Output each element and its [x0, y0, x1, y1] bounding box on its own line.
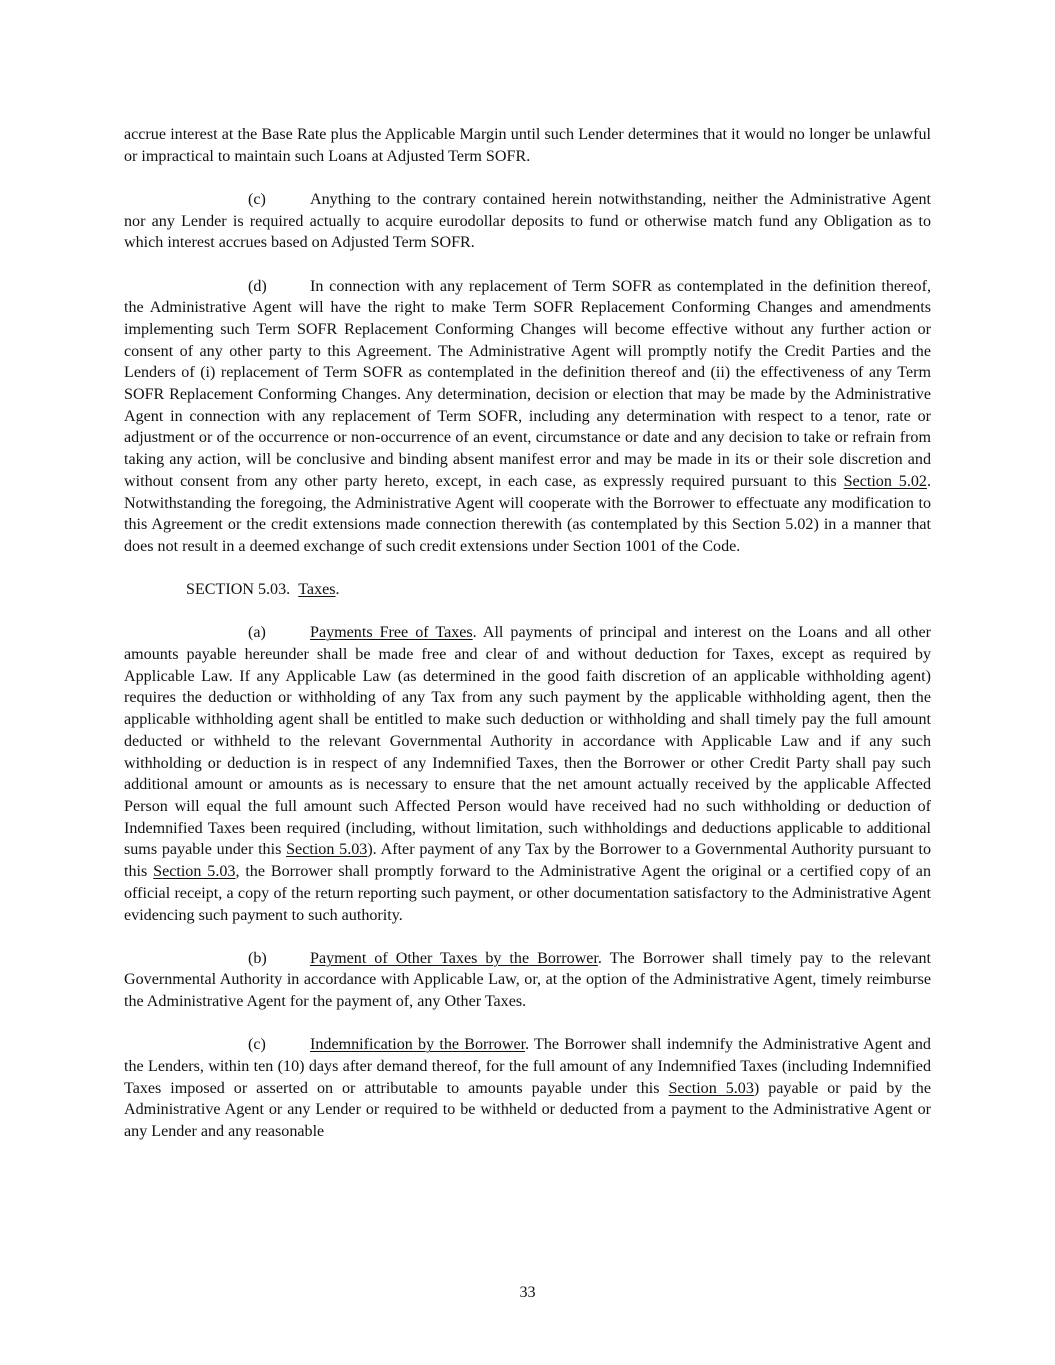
section-5-03-reference: Section 5.03 — [668, 1079, 754, 1097]
clause-label: (c) — [248, 190, 266, 208]
paragraph-intro — [124, 124, 931, 167]
paragraph-text: . Notwithstanding the foregoing, the Administrative Agent will cooperate with the Borrower to effectuate any modification to this Agreement or the credit extensions made connection therewith (as contemplated by this Section 5.02) in a manner that does not result in a deemed exchange of such credit extensions under Section 1001 of the Code. — [124, 472, 931, 555]
document-page — [124, 124, 931, 1164]
paragraph-text: . All payments of principal and interest on the Loans and all other amounts payable hereunder shall be made free and clear of and without deduction for Taxes, except as required by Applicable Law. If any Applicable Law (as determined in the good faith discretion of an applicable withholding agent) requires the deduction or withholding of any Tax from any such payment by the applicable withholding agent, then the applicable withholding agent shall be entitled to make such deduction or withholding and shall timely pay the full amount deducted or withheld to the relevant Governmental Authority in accordance with Applicable Law and if any such withholding or deduction is in respect of any Indemnified Taxes, then the Borrower or other Credit Party shall pay such additional amount or amounts as is necessary to ensure that the net amount actually received by the applicable Affected Person will equal the full amount such Affected Person would have received had no such withholding or deduction of Indemnified Taxes been required (including, without limitation, such withholdings and deductions applicable to additional sums payable under this — [124, 624, 931, 859]
section-5-02-reference: Section 5.02 — [843, 472, 927, 490]
paragraph-5-03-c — [124, 1034, 931, 1143]
clause-heading: Indemnification by the Borrower — [310, 1036, 526, 1054]
clause-label: (c) — [248, 1036, 266, 1054]
paragraph-5-03-a — [124, 622, 931, 926]
paragraph-text: . The Borrower shall timely pay to the relevant Governmental Authority in accordance with Applicable Law, or, at the option of the Administrative Agent, timely reimburse the Administrative Agent for the payment of, any Other Taxes. — [124, 949, 931, 1011]
clause-label: (d) — [248, 277, 267, 295]
page-number: 33 — [519, 1284, 536, 1301]
section-heading — [186, 579, 931, 601]
paragraph-5-02-c — [124, 189, 931, 254]
paragraph-text: In connection with any replacement of Term SOFR as contemplated in the definition thereof, the Administrative Agent will have the right to make Term SOFR Replacement Conforming Changes and amendments implementing such Term SOFR Replacement Conforming Changes will become effective without any further action or consent of any other party to this Agreement. The Administrative Agent will promptly notify the Credit Parties and the Lenders of (i) replacement of Term SOFR as contemplated in the definition thereof and (ii) the effectiveness of any Term SOFR Replacement Conforming Changes. Any determination, decision or election that may be made by the Administrative Agent in connection with any replacement of Term SOFR, including any determination with respect to a tenor, rate or adjustment or of the occurrence or non-occurrence of an event, circumstance or date and any decision to take or refrain from taking any action, will be conclusive and binding absent manifest error and may be made in its or their sole discretion and without consent from any other party hereto, except, in each case, as expressly required pursuant to this — [124, 277, 931, 490]
paragraph-text: ) payable or paid by the Administrative Agent or any Lender or required to be withheld or deducted from a payment to the Administrative Agent or any Lender and any reasonable — [124, 1079, 932, 1141]
paragraph-text: . The Borrower shall indemnify the Administrative Agent and the Lenders, within ten (10) days after demand thereof, for the full amount of any Indemnified Taxes (including Indemnified Taxes imposed or asserted on or attributable to amounts payable under this — [124, 1036, 931, 1097]
section-5-03-reference: Section 5.03 — [286, 841, 368, 859]
clause-heading: Payment of Other Taxes by the Borrower — [310, 949, 598, 967]
paragraph-text: accrue interest at the Base Rate plus the Applicable Margin until such Lender determines that it would no longer be unlawful or impractical to maintain such Loans at Adjusted Term SOFR. — [124, 126, 931, 165]
section-title: Taxes — [298, 581, 336, 599]
paragraph-5-02-d — [124, 276, 931, 558]
paragraph-text: , the Borrower shall promptly forward to the Administrative Agent the original or a certified copy of an official receipt, a copy of the return reporting such payment, or other documentation satisfactory to the Administrative Agent evidencing such payment to such authority. — [124, 863, 931, 924]
paragraph-5-03-b — [124, 948, 931, 1013]
section-number: SECTION 5.03. — [186, 581, 291, 599]
paragraph-text: Anything to the contrary contained herein notwithstanding, neither the Administrative Agent nor any Lender is required actually to acquire eurodollar deposits to fund or otherwise match fund any Obligation as to which interest accrues based on Adjusted Term SOFR. — [124, 190, 931, 252]
clause-label: (b) — [248, 949, 267, 967]
section-title-period: . — [335, 581, 340, 599]
paragraph-text: ). After payment of any Tax by the Borrower to a Governmental Authority pursuant to this — [124, 841, 931, 881]
section-5-03-reference: Section 5.03 — [153, 863, 236, 881]
clause-heading: Payments Free of Taxes — [310, 624, 473, 642]
clause-label: (a) — [248, 624, 266, 642]
